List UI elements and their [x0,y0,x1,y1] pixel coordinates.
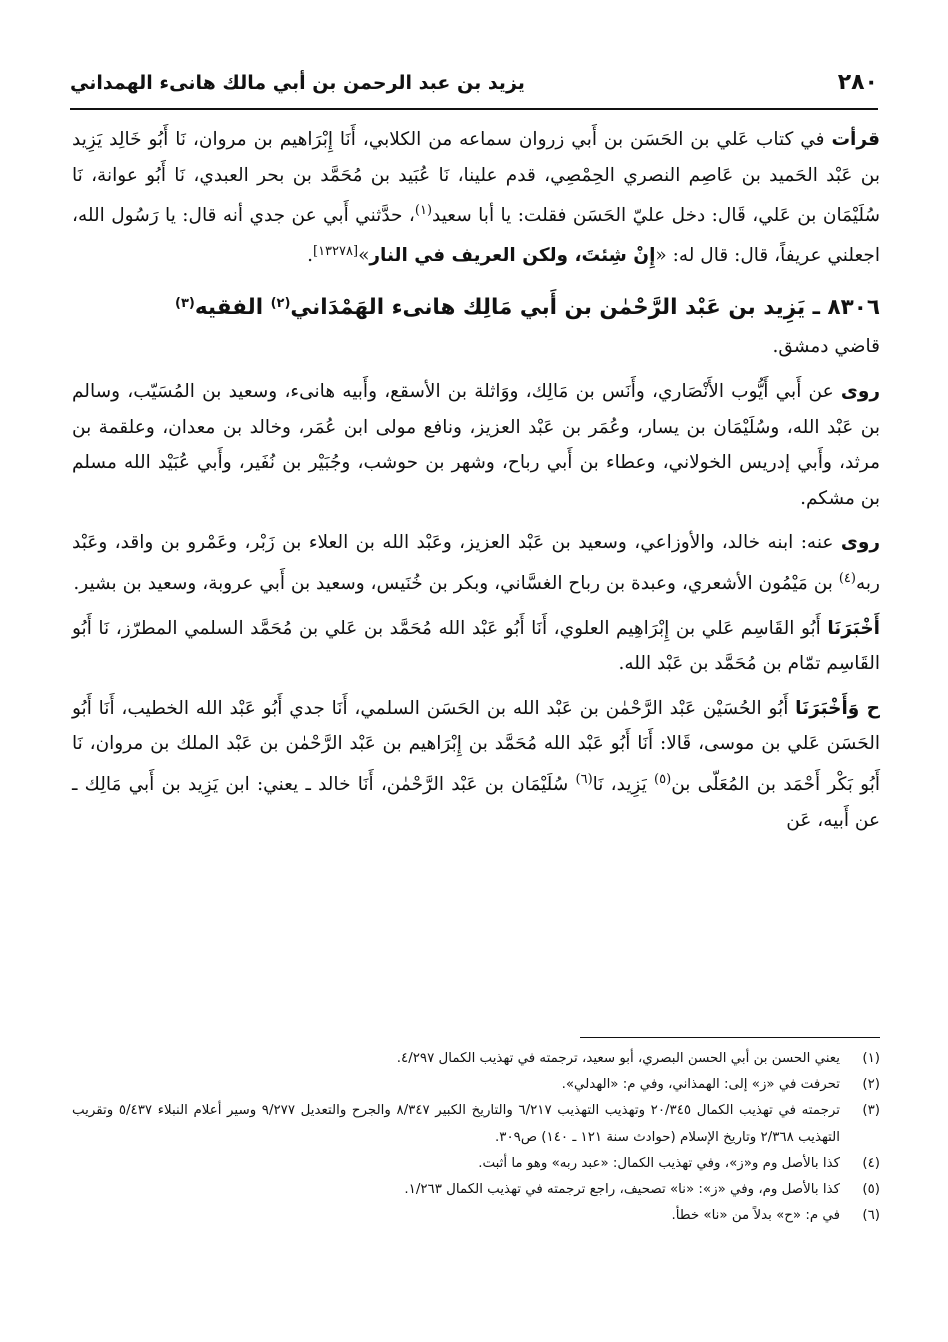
footnote-text: تحرفت في «ز» إلى: الهمذاني، وفي م: «الهدلي». [561,1077,840,1093]
footnote [72,1098,880,1150]
footnote [72,1177,880,1203]
footnote-number: (٣) [862,1103,880,1119]
running-title: يزيد بن عبد الرحمن بن أبي مالك هانىء الهمداني [70,72,525,94]
footnote [72,1046,880,1072]
footnote-marker-1: (١) [414,203,433,219]
footnote-text: يعني الحسن بن أبي الحسن البصري، أبو سعيد، ترجمته في تهذيب الكمال ٤/٢٩٧. [396,1051,840,1066]
main-text [72,122,880,838]
lead-word: ح وَأَخْبَرَنَا [795,697,880,719]
lead-word: روى [840,380,880,402]
footnote [72,1203,880,1229]
paragraph-text: في كتاب عَلي بن الحَسَن بن أَبي زروان سماعه من الكلابي، أَنَا إِبْرَاهيم بن مروان، نَا أَبُو خَالِد يَزِيد بن عَبْد الحَميد بن عَاصِم النصري الحِمْصِي، قدم علينا، نَا عُبَيد بن مُحَمَّد بن بحر العبدي، نَا أَبُو عوانة، نَا سُلَيْمَان بن عَلي، قَال: دخل عليّ الحَسَن فقلت: يا أبا سعيد [72,129,880,227]
footnote [72,1151,880,1177]
page-number: ٢٨٠ [837,70,878,95]
footnote-marker-6: (٦) [575,771,593,787]
paragraph-text: عنه: ابنه خالد، والأوزاعي، وسعيد بن عَبْد العزيز، وعَبْد الله بن العلاء بن زَبْر، وعَمْرو بن واقد، وعَبْد ربه [72,532,880,594]
running-header [70,64,878,110]
paragraph-text: . [307,244,313,266]
footnote-text: ترجمته في تهذيب الكمال ٢٠/٣٤٥ وتهذيب التهذيب ٦/٢١٧ والتاريخ الكبير ٨/٣٤٧ والجرح والتعديل ٩/٢٧٧ وسير أعلام النبلاء ٥/٤٣٧ وتقريب التهذيب ٢/٣٦٨ وتاريخ الإسلام (حوادث سنة ١٢١ ـ ١٤٠) ص٣٠٩. [72,1103,840,1145]
footnote-text: في م: «ح» بدلاً من «نا» خطأ. [671,1208,840,1224]
paragraph-rawa [72,374,880,516]
entry-heading-text: ٨٣٠٦ ـ يَزِيد بن عَبْد الرَّحْمٰن بن أَبي مَالِك هانىء الهَمْدَاني [290,295,880,321]
paragraph-akhbarana [72,611,880,682]
hadith-reference-number: [١٣٢٧٨] [312,243,359,259]
footnote-text: كذا بالأصل وم و«ز»، وفي تهذيب الكمال: «عبد ربه» وهو ما أثبت. [478,1155,840,1171]
footnote-number: (١) [862,1051,880,1066]
lead-word: أَخْبَرَنَا [827,617,880,639]
paragraph-text: سُلَيْمَان بن عَبْد الرَّحْمٰن، أَنَا خالد ـ يعني: ابن يَزِيد بن أَبي مَالِك ـ عن أَبيه، عَن [72,773,880,831]
entry-heading-suffix: الفقيه [194,295,271,321]
paragraph-qadi: قاضي دمشق. [772,336,880,358]
paragraph-text: بن مَيْمُون الأشعري، وعبدة بن رباح الغسَّاني، وبكر بن خُنَيس، وسعيد بن أَبي عروبة، وسعيد بن بشير. [73,572,839,594]
paragraph-text: عن أَبي أَيُّوب الأَنْصَاري، وأَنَس بن مَالِك، ووَاثلة بن الأسقع، وأَبيه هانىء، وسعيد بن المُسَيّب، وسالم بن عَبْد الله، وسُلَيْمَان بن يسار، وعُمَر بن عَبْد العزيز، ونافع مولى ابن عُمَر، وخالد بن معدان، وعلقمة بن مرثد، وأَبي إدريس الخولاني، وعطاء بن أَبي رباح، وشهر بن حوشب، وجُبَيْر بن نُفَير، وأَبي عُبَيْد الله مسلم بن مشكم. [72,380,880,509]
footnote-marker-5: (٥) [654,771,672,787]
footnote-marker-2: (٢) [270,296,291,312]
footnote [72,1072,880,1098]
paragraph-qara-tu [72,122,880,273]
footnotes [72,1046,880,1229]
footnote-number: (٢) [862,1077,880,1093]
footnote-marker-4: (٤) [838,570,856,586]
footnote-number: (٦) [862,1208,880,1224]
paragraph-rawa-anhu [72,525,880,601]
paragraph-ha-wa-akhbarana [72,691,880,838]
paragraph-text: أَبُو القَاسِم عَلي بن إِبْرَاهِيم العلوي، أَنَا أَبُو عَبْد الله مُحَمَّد بن عَلي بن مُحَمَّد السلمي المطرّز، نَا أَبُو القَاسِم تمّام بن مُحَمَّد بن عَبْد الله. [72,617,880,675]
paragraph-text: ، حدَّثني أَبي عن جدي أنه قال: يا رَسُول الله، اجعلني عريفاً، قال: قال له: « [72,205,880,266]
footnote-text: كذا بالأصل وم، وفي «ز»: «نا» تصحيف، راجع ترجمته في تهذيب الكمال ١/٢٦٣. [404,1182,840,1198]
lead-word: روى [840,532,880,554]
footnote-number: (٥) [862,1182,880,1198]
entry-heading [72,285,880,327]
paragraph-text: يَزِيد، نَا [592,773,655,795]
lead-word: قرأت [831,129,880,150]
footnote-separator [580,1037,880,1038]
hadith-highlight: إِنْ شِئتَ، ولكن العريف في النار [369,244,656,266]
footnote-number: (٤) [862,1155,880,1171]
footnote-marker-3: (٣) [175,296,195,312]
paragraph-text: أَبُو الحُسَيْن عَبْد الرَّحْمٰن بن عَبْد الله بن الحَسَن السلمي، أَنَا جدي أَبُو عَبْد الله الخطيب، أَنَا أَبُو الحَسَن عَلي بن موسى، قَالا: أَنَا أَبُو عَبْد الله مُحَمَّد بن إِبْرَاهيم بن عَبْد الرَّحْمٰن بن عَبْد الملك بن مروان، نَا أَبُو بَكْر أَحْمَد بن المُعَلّى بن [72,697,881,795]
paragraph-text: » [358,244,370,266]
